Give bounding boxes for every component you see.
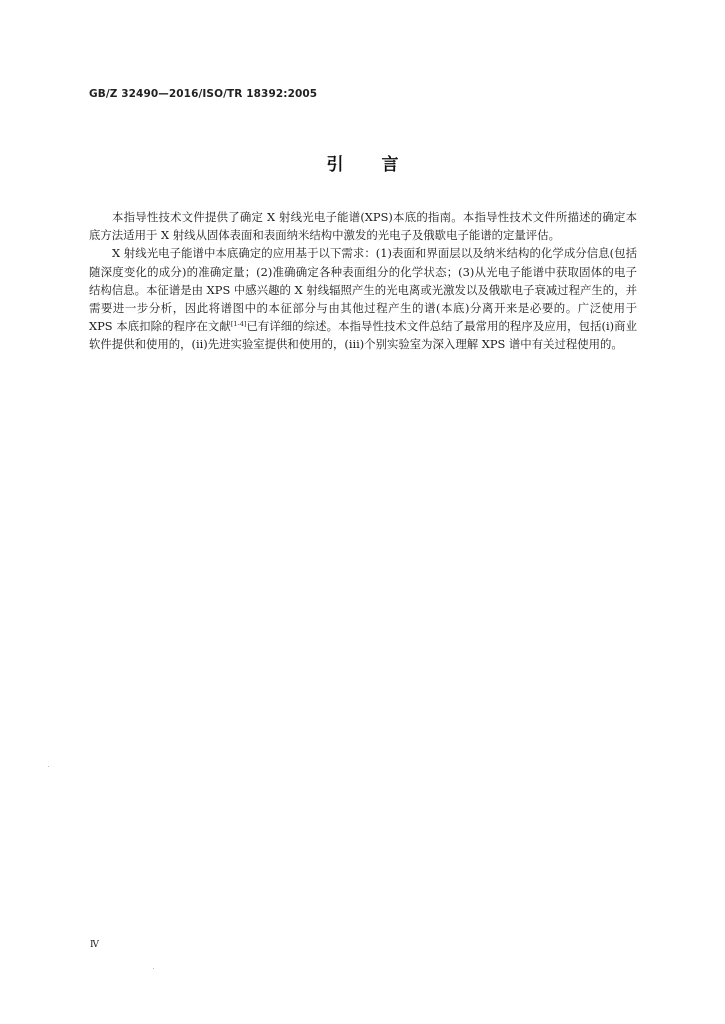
scan-speck xyxy=(48,766,49,767)
page-title: 引言 xyxy=(326,155,437,175)
introduction-body xyxy=(89,208,637,354)
standard-number-header: GB/Z 32490—2016/ISO/TR 18392:2005 xyxy=(89,88,318,100)
paragraph-1: 本指导性技术文件提供了确定 X 射线光电子能谱(XPS)本底的指南。本指导性技术文件所描述的确定本底方法适用于 X 射线从固体表面和表面纳米结构中激发的光电子及俄歇电子能谱的定量评估。 xyxy=(89,210,637,243)
paragraph-2 xyxy=(89,244,637,353)
reference-citation: [1-4] xyxy=(230,320,247,329)
scan-speck xyxy=(153,968,154,969)
paragraph-2-text-before-ref: X 射线光电子能谱中本底确定的应用基于以下需求：(1)表面和界面层以及纳米结构的化学成分信息(包括随深度变化的成分)的准确定量；(2)准确确定各种表面组分的化学状态；(3)从光电子能谱中获取固体的电子结构信息。本征谱是由 XPS 中感兴趣的 X 射线辐照产生的光电离或光激发以及俄歇电子衰减过程产生的，并需要进一步分析，因此将谱图中的本征部分与由其他过程产生的谱(本底)分离开来是必要的。广泛使用于 XPS 本底扣除的程序在文献 xyxy=(89,246,637,334)
page-number: Ⅳ xyxy=(90,940,99,950)
paragraph-2-text-after-ref: 已有详细的综述。本指导性技术文件总结了最常用的程序及应用，包括(i)商业软件提供和使用的，(ii)先进实验室提供和使用的，(iii)个别实验室为深入理解 XPS 谱中有关过程使用的。 xyxy=(89,319,637,352)
